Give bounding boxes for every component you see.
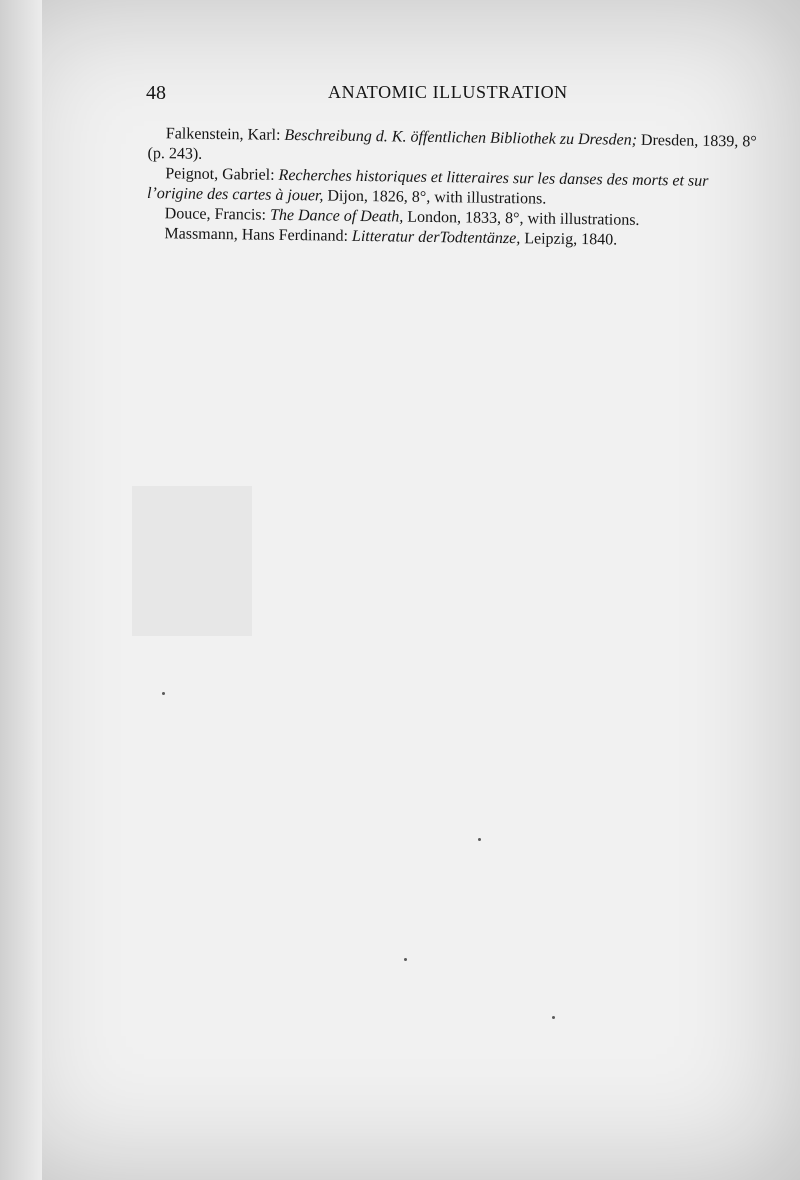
entry-author: Falkenstein, Karl:	[165, 125, 285, 144]
entry-details: London, 1833, 8°, with illustrations.	[403, 208, 640, 229]
page-number: 48	[146, 82, 166, 104]
paper-speck	[552, 1016, 555, 1019]
bibliography-list	[146, 124, 758, 253]
page-spine-shadow	[0, 0, 42, 1180]
page-header	[146, 82, 706, 110]
paper-speck	[162, 692, 165, 695]
running-title: ANATOMIC ILLUSTRATION	[328, 82, 568, 102]
entry-details: Leipzig, 1840.	[520, 230, 618, 249]
entry-author: Peignot, Gabriel:	[165, 165, 279, 184]
paper-speck	[478, 838, 481, 841]
entry-author: Douce, Francis:	[164, 205, 271, 224]
entry-author: Massmann, Hans Ferdinand:	[164, 225, 353, 245]
show-through-illustration	[132, 486, 252, 636]
entry-work-title: Beschreibung d. K. öffentlichen Bibliothek zu Dresden;	[284, 126, 638, 149]
entry-work-title: Recherches historiques et litteraires sur les danses des morts et sur l’origine des cartes à jouer,	[146, 166, 709, 205]
entry-work-title: The Dance of Death,	[269, 206, 404, 226]
entry-details: Dijon, 1826, 8°, with illustrations.	[323, 187, 547, 208]
entry-work-title: Litteratur derTodtentänze,	[351, 227, 521, 248]
paper-speck	[404, 958, 407, 961]
entry-details: Dresden, 1839, 8° (p. 243).	[147, 131, 757, 163]
